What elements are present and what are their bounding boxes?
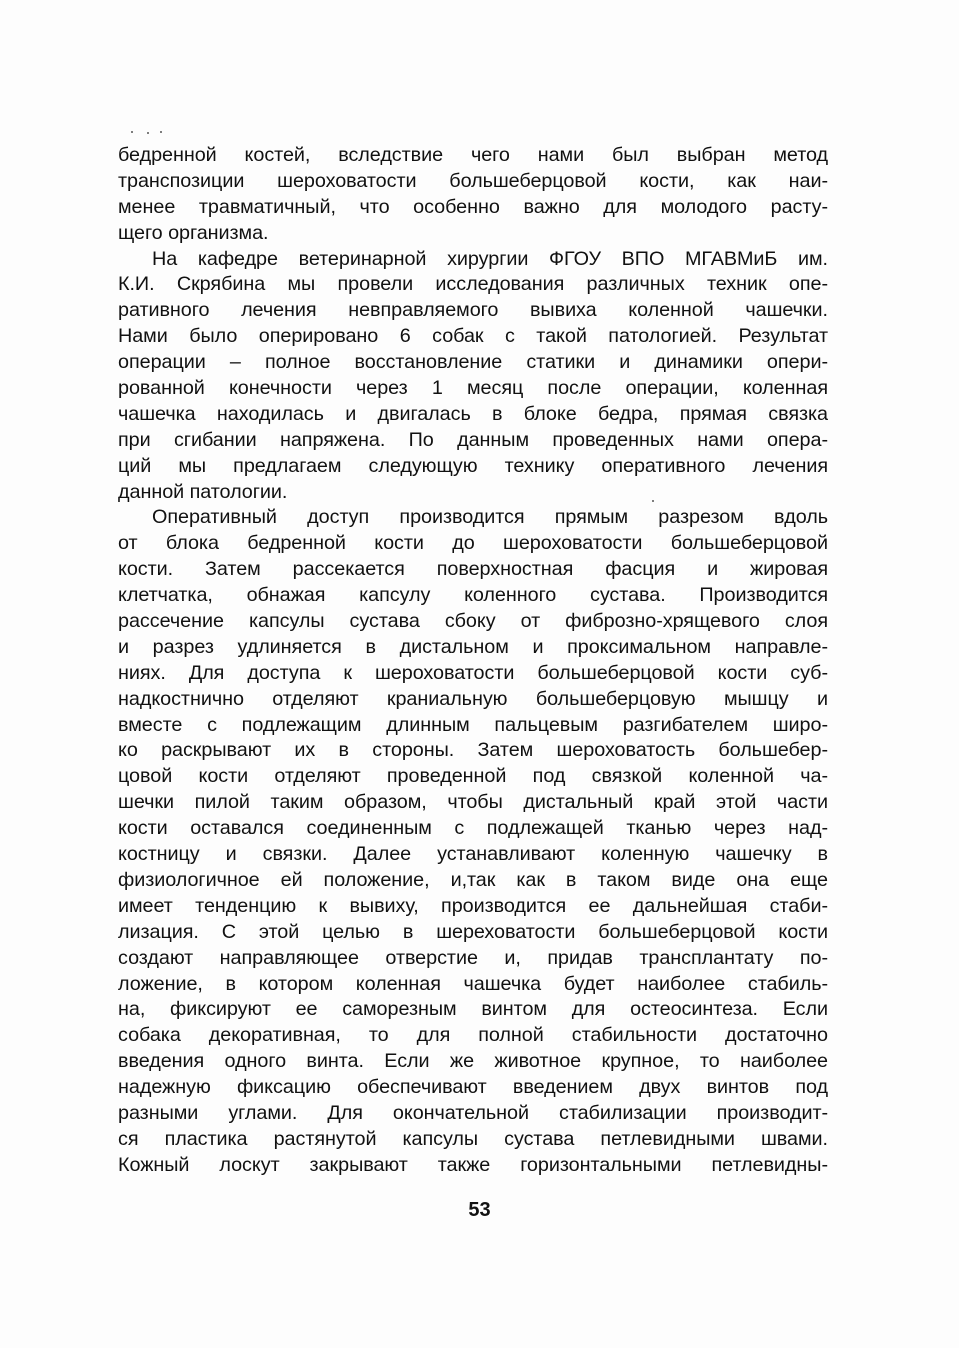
text-line: транспозиции шероховатости большеберцовой кости, как наи- bbox=[118, 169, 828, 192]
text-line: щего организма. bbox=[118, 221, 269, 244]
text-line: на, фиксируют ее саморезным винтом для остеосинтеза. Если bbox=[118, 998, 828, 1021]
text-line: менее травматичный, что особенно важно для молодого расту- bbox=[118, 195, 828, 218]
text-line: от блока бедренной кости до шероховатости большеберцовой bbox=[118, 532, 828, 555]
paragraph bbox=[118, 143, 828, 247]
text-line: цовой кости отделяют проведенной под связкой коленной ча- bbox=[118, 765, 828, 788]
scan-speck bbox=[131, 131, 133, 133]
text-line: К.И. Скрябина мы провели исследования различных техник опе- bbox=[118, 273, 828, 296]
text-line: вместе с подлежащим длинным пальцевым разгибателем широ- bbox=[118, 713, 828, 736]
text-line: костницу и связки. Далее устанавливают коленную чашечку в bbox=[118, 843, 828, 866]
text-line: имеет тенденцию к вывиху, производится ее дальнейшая стаби- bbox=[118, 894, 828, 917]
text-line: данной патологии. bbox=[118, 480, 288, 503]
text-line: надежную фиксацию обеспечивают введением двух винтов под bbox=[118, 1076, 828, 1099]
scan-speck bbox=[160, 131, 162, 133]
text-line: операции – полное восстановление статики и динамики опери- bbox=[118, 351, 828, 374]
text-line: Кожный лоскут закрывают также горизонтальными петлевидны- bbox=[118, 1153, 828, 1176]
text-line: ся пластика растянутой капсулы сустава петлевидными швами. bbox=[118, 1127, 828, 1150]
page-number: 53 bbox=[468, 1199, 491, 1221]
text-line: кости. Затем рассекается поверхностная фасция и жировая bbox=[118, 558, 828, 581]
text-line: ко раскрывают их в стороны. Затем шероховатость большебер- bbox=[118, 739, 828, 762]
text-line: шечки пилой таким образом, чтобы дистальный край этой части bbox=[118, 791, 828, 814]
text-line: и разрез удлиняется в дистальном и проксимальном направле- bbox=[118, 635, 828, 658]
text-line: ниях. Для доступа к шероховатости большеберцовой кости суб- bbox=[118, 661, 828, 684]
text-line: при сгибании напряжена. По данным проведенных нами опера- bbox=[118, 428, 828, 451]
paragraph bbox=[118, 505, 828, 1178]
text-line: лизация. С этой целью в шереховатости большеберцовой кости bbox=[118, 920, 828, 943]
text-line: Нами было оперировано 6 собак с такой патологией. Результат bbox=[118, 325, 828, 348]
text-line: физиологичное ей положение, и,так как в таком виде она еще bbox=[118, 868, 828, 891]
paragraph bbox=[118, 247, 828, 506]
text-line: надкостнично отделяют краниальную большеберцовую мышцу и bbox=[118, 687, 828, 710]
text-line: рассечение капсулы сустава сбоку от фиброзно-хрящевого слоя bbox=[118, 610, 828, 633]
text-line: Оперативный доступ производится прямым разрезом вдоль bbox=[152, 506, 828, 529]
text-line: рованной конечности через 1 месяц после операции, коленная bbox=[118, 377, 828, 400]
body-text bbox=[118, 143, 828, 1179]
text-line: На кафедре ветеринарной хирургии ФГОУ ВПО МГАВМиБ им. bbox=[152, 247, 828, 270]
text-line: бедренной костей, вследствие чего нами был выбран метод bbox=[118, 144, 828, 166]
text-line: кости оставался соединенным с подлежащей тканью через над- bbox=[118, 817, 828, 840]
text-line: ративного лечения невправляемого вывиха коленной чашечки. bbox=[118, 299, 828, 322]
text-line: разными углами. Для окончательной стабилизации производит- bbox=[118, 1101, 828, 1124]
text-line: создают направляющее отверстие и, придав трансплантату по- bbox=[118, 946, 828, 969]
text-line: собака декоративная, то для полной стабильности достаточно bbox=[118, 1024, 828, 1047]
text-line: ций мы предлагаем следующую технику оперативного лечения bbox=[118, 454, 828, 477]
text-line: ложение, в котором коленная чашечка будет наиболее стабиль- bbox=[118, 972, 828, 995]
text-line: введения одного винта. Если же животное крупное, то наиболее bbox=[118, 1050, 828, 1073]
text-line: клетчатка, обнажая капсулу коленного сустава. Производится bbox=[118, 584, 828, 607]
scan-speck bbox=[147, 132, 149, 134]
text-line: чашечка находилась и двигалась в блоке бедра, прямая связка bbox=[118, 402, 828, 425]
